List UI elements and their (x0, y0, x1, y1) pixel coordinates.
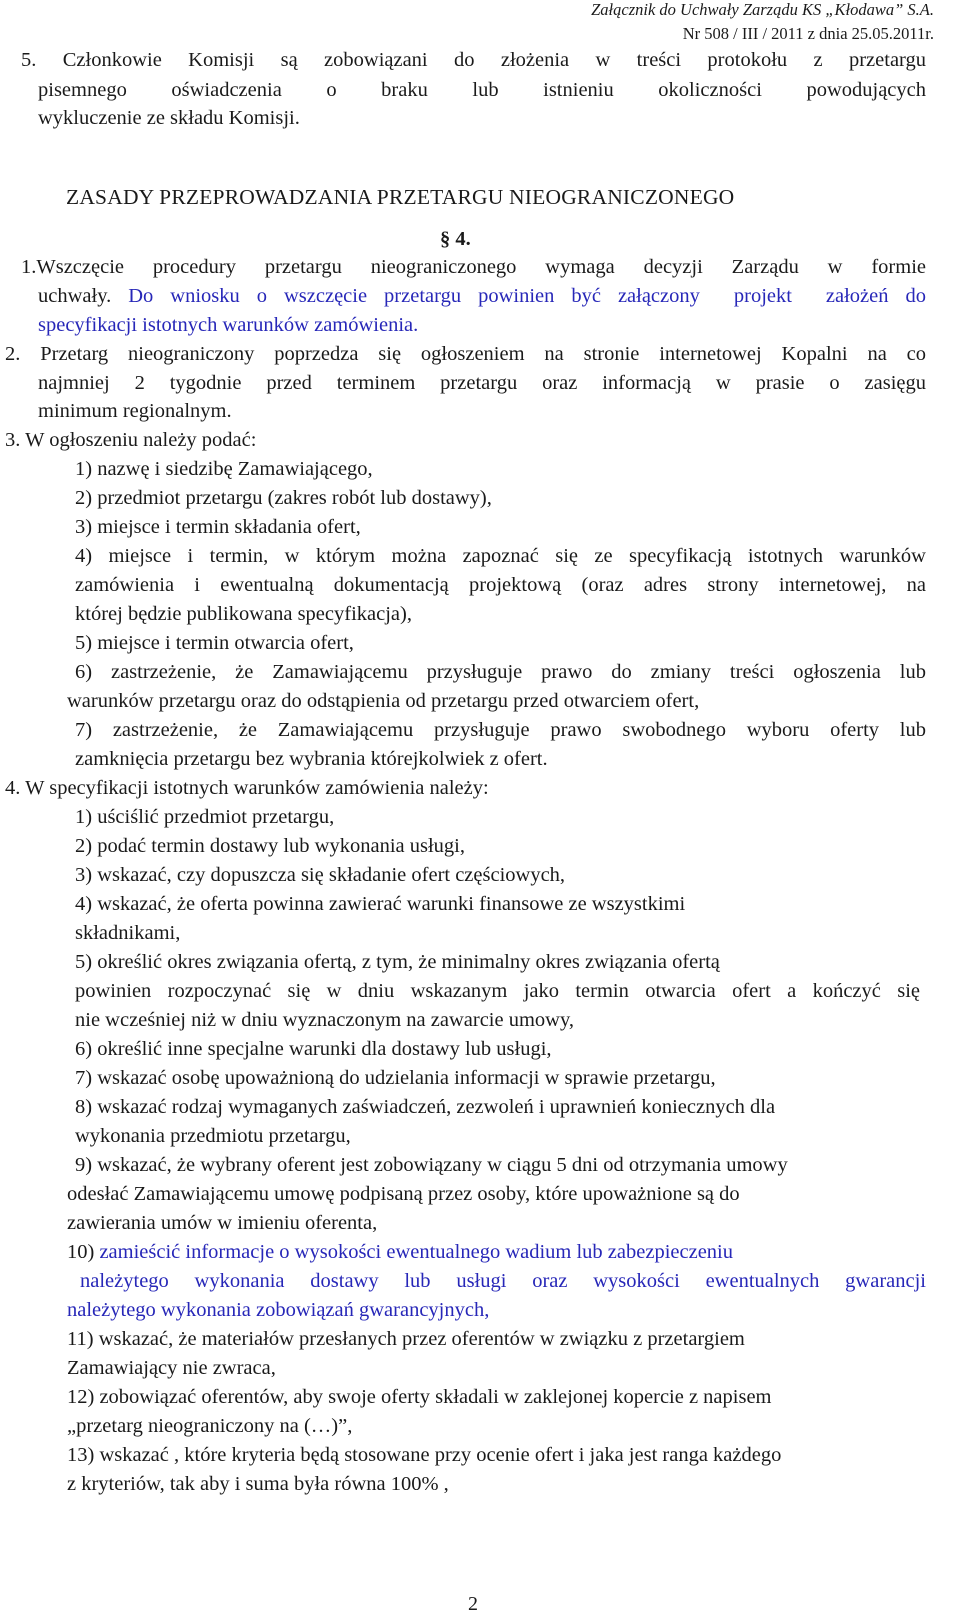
point-5-line-3: wykluczenie ze składu Komisji. (38, 107, 300, 129)
p4-item-2: 2) podać termin dostawy lub wykonania usługi, (75, 835, 466, 857)
p4-intro: 4. W specyfikacji istotnych warunków zamówienia należy: (5, 777, 489, 799)
p3-item-6-line-1: 6) zastrzeżenie, że Zamawiającemu przysługuje prawo do zmiany treści ogłoszenia lub (75, 661, 926, 683)
p4-item-4-line-1: 4) wskazać, że oferta powinna zawierać warunki finansowe ze wszystkimi (75, 893, 686, 915)
p3-item-1: 1) nazwę i siedzibę Zamawiającego, (75, 458, 373, 480)
p2-line-1: 2. Przetarg nieograniczony poprzedza się ogłoszeniem na stronie internetowej Kopalni na co (5, 343, 926, 365)
p4-item-10-number: 10) (67, 1241, 95, 1263)
p3-item-3: 3) miejsce i termin składania ofert, (75, 516, 361, 538)
p4-item-3: 3) wskazać, czy dopuszcza się składanie ofert częściowych, (75, 864, 566, 886)
p4-item-5-line-3: nie wcześniej niż w dniu wyznaczonym na zawarcie umowy, (75, 1009, 575, 1031)
p4-item-8-line-2: wykonania przedmiotu przetargu, (75, 1125, 351, 1147)
p4-item-9-line-1: 9) wskazać, że wybrany oferent jest zobowiązany w ciągu 5 dni od otrzymania umowy (75, 1154, 788, 1176)
header-resolution-number: Nr 508 / III / 2011 z dnia 25.05.2011r. (682, 24, 934, 43)
p4-item-5-line-1: 5) określić okres związania ofertą, z tym, że minimalny okres związania ofertą (75, 951, 720, 973)
p4-item-12-line-1: 12) zobowiązać oferentów, aby swoje oferty składali w zaklejonej kopercie z napisem (67, 1386, 772, 1408)
p4-item-9-line-3: zawierania umów w imieniu oferenta, (67, 1212, 378, 1234)
p4-item-10-line-3: należytego wykonania zobowiązań gwarancyjnych, (67, 1299, 490, 1321)
header-attachment-title: Załącznik do Uchwały Zarządu KS „Kłodawa” S.A. (591, 0, 934, 19)
p3-item-6-line-2: warunków przetargu oraz do odstąpienia od przetargu przed otwarciem ofert, (67, 690, 700, 712)
p3-item-4-line-1: 4) miejsce i termin, w którym można zapoznać się ze specyfikacją istotnych warunków (75, 545, 926, 567)
p1-line-1: 1.Wszczęcie procedury przetargu nieograniczonego wymaga decyzji Zarządu w formie (21, 256, 926, 278)
p3-intro: 3. W ogłoszeniu należy podać: (5, 429, 257, 451)
point-5-line-2: pisemnego oświadczenia o braku lub istnieniu okoliczności powodujących (38, 79, 926, 101)
p1-line-3: specyfikacji istotnych warunków zamówienia. (38, 314, 419, 336)
p2-line-2: najmniej 2 tygodnie przed terminem przetargu oraz informacją w prasie o zasięgu (38, 372, 926, 394)
page-number: 2 (468, 1593, 478, 1615)
p2-line-3: minimum regionalnym. (38, 400, 232, 422)
p1-line-2-blue-text: Do wniosku o wszczęcie przetargu powinien być załączony projekt założeń do (111, 285, 926, 307)
section-title: ZASADY PRZEPROWADZANIA PRZETARGU NIEOGRANICZONEGO (66, 185, 735, 209)
p3-item-4-line-3: której będzie publikowana specyfikacja), (75, 603, 412, 625)
p4-item-6: 6) określić inne specjalne warunki dla dostawy lub usługi, (75, 1038, 552, 1060)
p4-item-5-line-2: powinien rozpoczynać się w dniu wskazanym jako termin otwarcia ofert a kończyć się (75, 980, 920, 1002)
p3-item-7-line-1: 7) zastrzeżenie, że Zamawiającemu przysługuje prawo swobodnego wyboru oferty lub (75, 719, 926, 741)
p4-item-10-line-1 (67, 1238, 733, 1266)
p3-item-7-line-2: zamknięcia przetargu bez wybrania którejkolwiek z ofert. (75, 748, 548, 770)
point-5-line-1: 5. Członkowie Komisji są zobowiązani do złożenia w treści protokołu z przetargu (21, 49, 926, 71)
p4-item-10-line-2: należytego wykonania dostawy lub usługi oraz wysokości ewentualnych gwarancji (80, 1270, 926, 1292)
p4-item-13-line-2: z kryteriów, tak aby i suma była równa 100% , (67, 1473, 449, 1495)
p4-item-11-line-1: 11) wskazać, że materiałów przesłanych przez oferentów w związku z przetargiem (67, 1328, 745, 1350)
p4-item-10-text: zamieścić informacje o wysokości ewentualnego wadium lub zabezpieczeniu (94, 1241, 733, 1263)
p1-line-2-text: uchwały. (38, 285, 112, 307)
p3-item-2: 2) przedmiot przetargu (zakres robót lub dostawy), (75, 487, 492, 509)
p1-line-2 (38, 282, 926, 310)
p4-item-4-line-2: składnikami, (75, 922, 181, 944)
p4-item-13-line-1: 13) wskazać , które kryteria będą stosowane przy ocenie ofert i jaka jest ranga każdego (67, 1444, 782, 1466)
p4-item-1: 1) uściślić przedmiot przetargu, (75, 806, 335, 828)
paragraph-number: § 4. (440, 228, 471, 250)
p4-item-12-line-2: „przetarg nieograniczony na (…)”, (67, 1415, 353, 1437)
p4-item-11-line-2: Zamawiający nie zwraca, (67, 1357, 276, 1379)
p3-item-4-line-2: zamówienia i ewentualną dokumentacją projektową (oraz adres strony internetowej, na (75, 574, 926, 596)
p4-item-7: 7) wskazać osobę upoważnioną do udzielania informacji w sprawie przetargu, (75, 1067, 716, 1089)
p3-item-5: 5) miejsce i termin otwarcia ofert, (75, 632, 354, 654)
p4-item-9-line-2: odesłać Zamawiającemu umowę podpisaną przez osoby, które upoważnione są do (67, 1183, 740, 1205)
p4-item-8-line-1: 8) wskazać rodzaj wymaganych zaświadczeń, zezwoleń i uprawnień koniecznych dla (75, 1096, 776, 1118)
